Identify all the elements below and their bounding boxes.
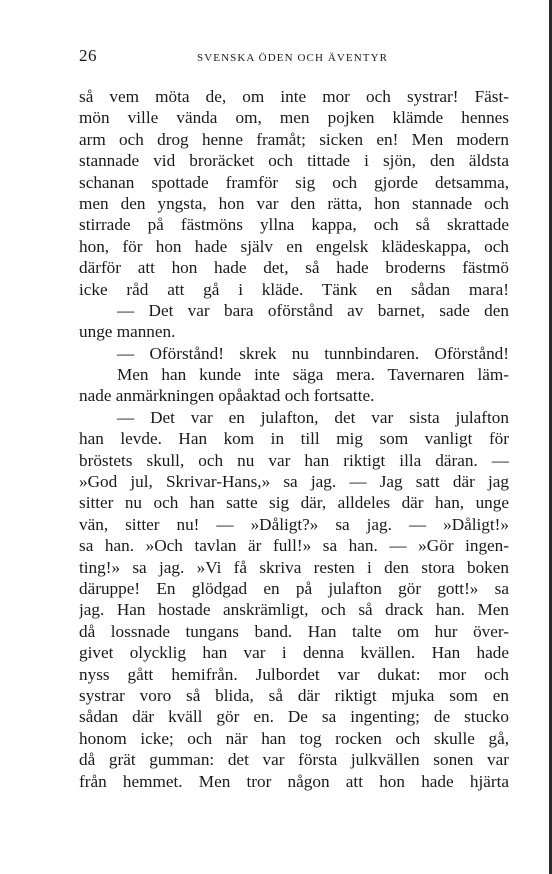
text-line: Men han kunde inte säga mera. Tavernaren läm- (117, 365, 509, 385)
text-line: så vem möta de, om inte mor och systrar! Fäst- (79, 87, 509, 106)
page-header (79, 46, 509, 68)
body-text (79, 86, 509, 792)
text-line: jag. Han hostade anskrämligt, och så drack han. Men (79, 600, 509, 620)
text-line: vän, sitter nu! — »Dåligt?» sa jag. — »Dåligt!» (79, 514, 509, 534)
text-line: honom icke; och när han tog rocken och skulle gå, (79, 728, 509, 748)
text-line: han levde. Han kom in till mig som vanligt för (79, 429, 509, 449)
text-line: däruppe! En glödgad en på julafton gör gott!» sa (79, 578, 509, 598)
text-line: — Det var bara oförstånd av barnet, sade den (117, 300, 509, 320)
text-line: stirrade på fästmöns yllna kappa, och så skrattade (79, 215, 509, 235)
text-line: därför att hon hade det, så hade broderns fästmö (79, 258, 509, 278)
text-line: nade anmärkningen opåaktad och fortsatte. (79, 386, 375, 406)
text-line: schanan spottade framför sig och gjorde detsamma, (79, 172, 509, 192)
text-line: icke råd att gå i kläde. Tänk en sådan mara! (79, 279, 509, 299)
text-line: givet olycklig han var i denna kvällen. Han hade (79, 643, 509, 663)
text-line: sådan där kväll gör en. De sa ingenting; de stucko (79, 707, 509, 727)
text-line: — Det var en julafton, det var sista julafton (117, 407, 509, 427)
text-line: — Oförstånd! skrek nu tunnbindaren. Oförstånd! (117, 343, 509, 363)
text-line: »God jul, Skrivar-Hans,» sa jag. — Jag satt där jag (79, 472, 509, 492)
text-line: hon, för hon hade själv en engelsk klädeskappa, och (79, 236, 509, 256)
text-line: sitter nu och han satte sig där, alldeles där han, unge (79, 493, 509, 513)
text-line: arm och drog henne framåt; sicken en! Men modern (79, 129, 509, 149)
text-line: mön ville vända om, men pojken klämde hennes (79, 108, 509, 128)
text-line: ting!» sa jag. »Vi få skriva resten i den stora boken (79, 557, 509, 577)
text-line: sa han. »Och tavlan är full!» sa han. — »Gör ingen- (79, 536, 509, 556)
text-line: bröstets skull, och nu var han riktigt illa däran. — (79, 450, 509, 470)
text-line: men den yngsta, hon var den rätta, hon stannade och (79, 193, 509, 213)
text-line: då grät gumman: det var första julkvällen sonen var (79, 750, 509, 770)
page-number: 26 (79, 46, 97, 65)
text-line: nyss gått hemifrån. Julbordet var dukat: mor och (79, 664, 509, 684)
text-line: unge mannen. (79, 322, 176, 342)
text-line: då lossnade tungans band. Han talte om hur över- (79, 621, 509, 641)
running-head: SVENSKA ÖDEN OCH ÄVENTYR (197, 52, 389, 64)
text-line: från hemmet. Men tror någon att hon hade hjärta (79, 771, 509, 791)
text-line: stannade vid broräcket och tittade i sjön, den äldsta (79, 151, 509, 171)
text-line: systrar voro så blida, så där riktigt mjuka som en (79, 685, 509, 705)
